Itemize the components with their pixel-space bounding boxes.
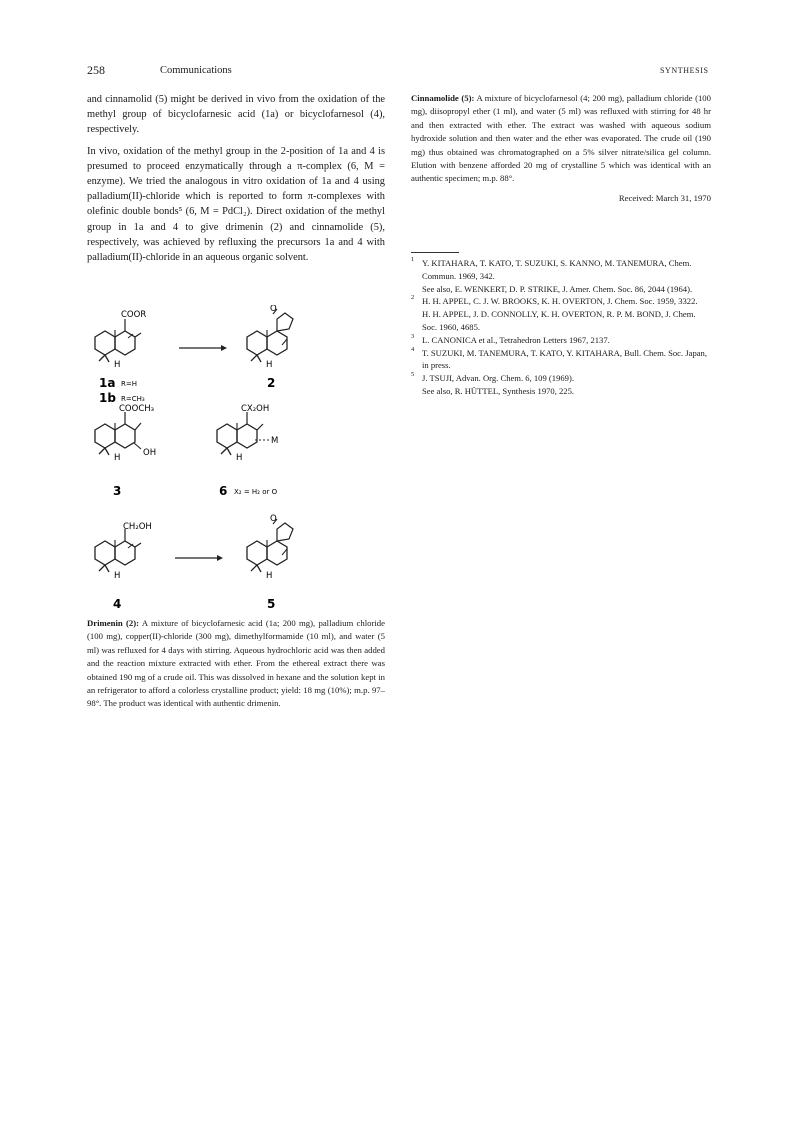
paragraph-in-vivo: In vivo, oxidation of the methyl group in the 2-position of 1a and 4 is presumed to proceed enzymatically through a π-complex (6, M = enzyme). We tried the analogous in vitro oxidation of 1a and 4 using palladium(II)-chloride which is reported to form π-complexes with olefinic double bonds⁵ (6, M = PdCl₂). Direct oxidation of the methyl group in 1a and 4 to give drimenin (2) and cinnamolide (5), respectively, was achieved by refluxing the precursors 1a and 4 with palladium(II)-chloride in an aqueous organic solvent. bbox=[87, 145, 385, 264]
structure-2 bbox=[247, 309, 293, 362]
reaction-arrow-2 bbox=[175, 555, 223, 561]
footnote-3 bbox=[411, 334, 711, 347]
cinnamolide-procedure bbox=[411, 92, 711, 186]
footnote-5 bbox=[411, 372, 711, 398]
structure-1-substituent: COOR bbox=[121, 310, 147, 320]
running-title: Communications bbox=[160, 65, 232, 76]
structure-4-substituent: CH₂OH bbox=[123, 522, 152, 532]
structure-3-oh: OH bbox=[143, 448, 157, 458]
footnote-text: L. CANONICA et al., Tetrahedron Letters 1967, 2137. bbox=[422, 334, 610, 345]
cinnamolide-body: A mixture of bicyclofarnesol (4; 200 mg), palladium chloride (100 mg), diisopropyl ether (1 ml), and water (5 ml) was refluxed with stirring for 48 hr and then extracted with ether. The extract was washed with aqueous sodium hydroxide solution and then water and the ether was evaporated. The crude oil (190 mg) thus obtained was chromatographed on a 5% silver nitrate/silica gel column. Elution with benzene afforded 20 mg of crystalline 5 which was identical with an authentic specimen; m.p. 88°. bbox=[411, 93, 711, 184]
compound-label-1a: 1a bbox=[99, 376, 116, 390]
structure-2-oxygen: O bbox=[270, 305, 277, 314]
footnote-mark: 5 bbox=[411, 371, 415, 379]
structure-1-h: H bbox=[114, 360, 121, 370]
footnote-1 bbox=[411, 257, 711, 295]
page-number: 258 bbox=[87, 63, 105, 77]
structure-6 bbox=[217, 412, 269, 455]
paragraph-intro: and cinnamolid (5) might be derived in vivo from the oxidation of the methyl group of bicyclofarnesic acid (1a) or bicyclofarnesol (4), respectively. bbox=[87, 94, 385, 136]
footnote-mark: 3 bbox=[411, 332, 415, 340]
footnote-mark: 1 bbox=[411, 256, 415, 263]
footnote-mark: 4 bbox=[411, 345, 415, 353]
footnote-text: H. H. APPEL, C. J. W. BROOKS, K. H. OVERTON, J. Chem. Soc. 1959, 3322. bbox=[422, 296, 698, 307]
compound-1a-r: R=H bbox=[121, 380, 137, 388]
footnote-2 bbox=[411, 295, 711, 333]
structure-3-h: H bbox=[114, 453, 121, 463]
footnote-text: Y. KITAHARA, T. KATO, T. SUZUKI, S. KANNO, M. TANEMURA, Chem. Commun. 1969, 342. bbox=[422, 258, 692, 281]
structure-5-oxygen: O bbox=[270, 514, 277, 524]
reaction-arrow-1 bbox=[179, 345, 227, 351]
structure-4 bbox=[95, 529, 141, 572]
compound-label-1b: 1b bbox=[99, 391, 116, 405]
drimenin-body: A mixture of bicyclofarnesic acid (1a; 200 mg), palladium chloride (100 mg), copper(II)-chloride (300 mg), dimethylformamide (10 ml), and water (5 ml) was refluxed for 4 days with stirring. Aqueous hydrochloric acid was then added and the reaction mixture extracted with ether. From the ethereal extract there was obtained 190 mg of a crude oil. This was dissolved in hexane and the solution kept in an refrigerator to afford a colorless crystalline product; yield: 18 mg (10%); m.p. 97–98°. The product was identical with authentic drimenin. bbox=[87, 618, 385, 709]
footnote-divider bbox=[411, 252, 459, 253]
structure-5 bbox=[247, 519, 293, 572]
received-date: Received: March 31, 1970 bbox=[618, 192, 711, 203]
compound-label-3: 3 bbox=[113, 484, 122, 498]
compound-1b-r: R=CH₃ bbox=[121, 395, 145, 403]
structure-4-h: H bbox=[114, 571, 121, 581]
footnote-text: T. SUZUKI, M. TANEMURA, T. KATO, Y. KITAHARA, Bull. Chem. Soc. Japan, in press. bbox=[422, 347, 707, 371]
structure-6-m: M bbox=[271, 436, 279, 446]
cinnamolide-title: Cinnamolide (5): bbox=[411, 93, 475, 103]
footnote-text: J. TSUJI, Advan. Org. Chem. 6, 109 (1969). bbox=[422, 373, 574, 384]
footnote-4 bbox=[411, 347, 711, 373]
footnote-mark: 2 bbox=[411, 294, 415, 302]
right-column bbox=[411, 92, 711, 205]
footnote-extra: See also, R. HÜTTEL, Synthesis 1970, 225. bbox=[422, 385, 575, 396]
left-column bbox=[87, 92, 385, 271]
structure-5-h: H bbox=[266, 571, 273, 581]
structure-2-h: H bbox=[266, 360, 273, 370]
structure-scheme bbox=[87, 305, 387, 615]
structure-1 bbox=[95, 319, 141, 362]
compound-label-6: 6 bbox=[219, 484, 228, 498]
compound-label-2: 2 bbox=[267, 376, 276, 390]
footnote-extra: H. H. APPEL, J. D. CONNOLLY, K. H. OVERTON, R. P. M. BOND, J. Chem. Soc. 1960, 4685. bbox=[422, 309, 696, 332]
compound-6-x: X₂ = H₂ or O bbox=[234, 488, 278, 496]
structure-3 bbox=[95, 412, 141, 455]
journal-name: SYNTHESIS bbox=[660, 66, 709, 75]
structure-3-substituent: COOCH₃ bbox=[119, 404, 155, 414]
compound-label-4: 4 bbox=[113, 597, 122, 611]
footnote-extra: See also, E. WENKERT, D. P. STRIKE, J. Amer. Chem. Soc. 86, 2044 (1964). bbox=[422, 283, 693, 294]
drimenin-title: Drimenin (2): bbox=[87, 618, 140, 628]
structure-6-substituent: CX₂OH bbox=[241, 404, 270, 414]
structure-6-h: H bbox=[236, 453, 243, 463]
drimenin-procedure bbox=[87, 617, 385, 711]
compound-label-5: 5 bbox=[267, 597, 276, 611]
footnotes bbox=[411, 257, 711, 398]
